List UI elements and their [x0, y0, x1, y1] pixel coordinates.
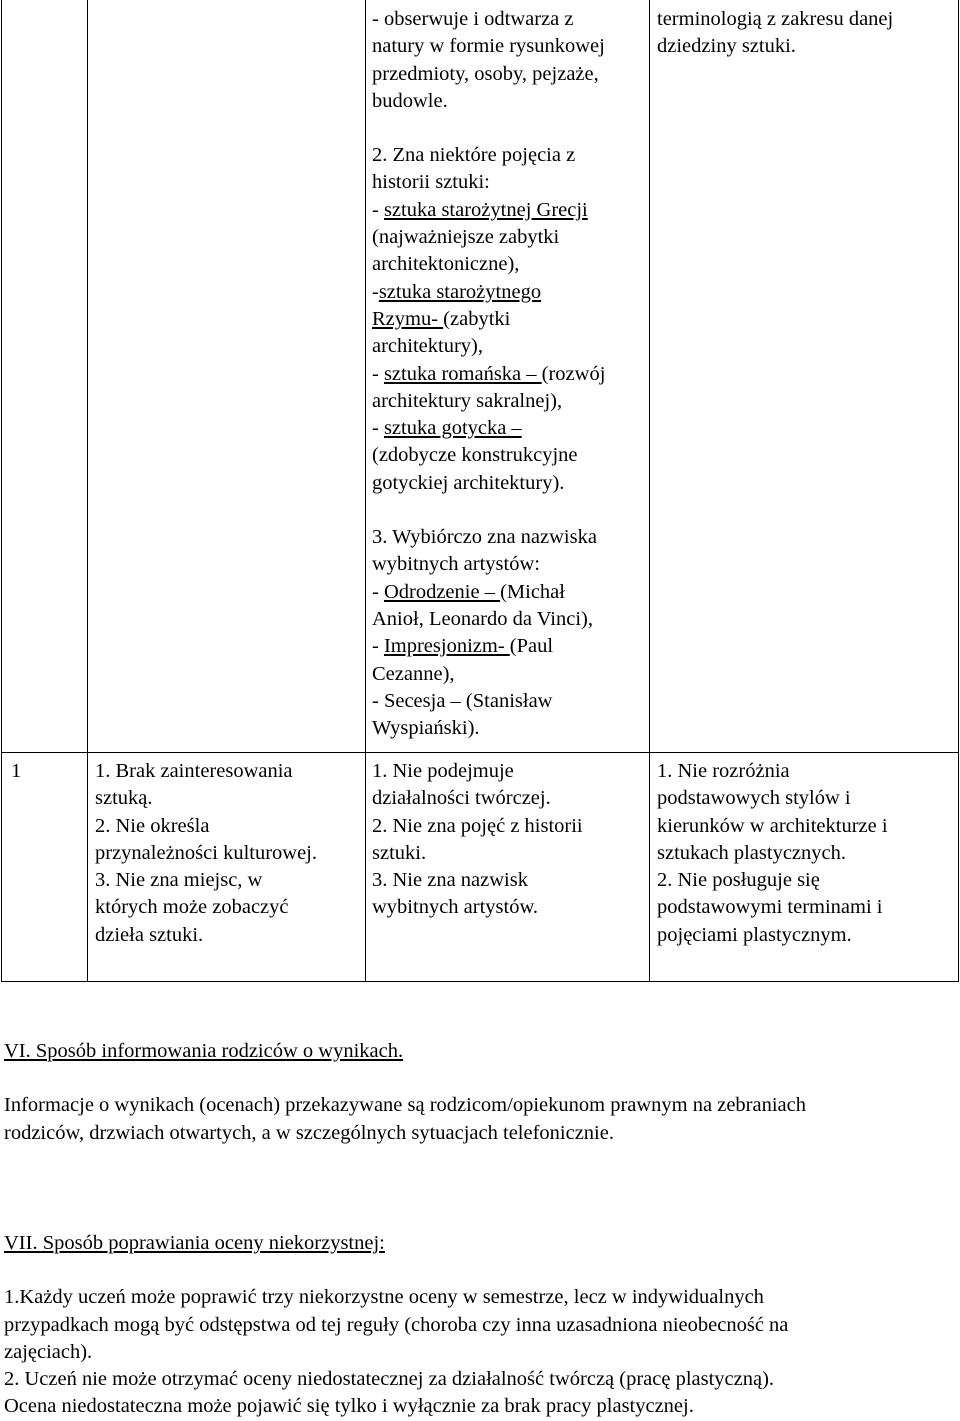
text-line: dzieła sztuki.	[95, 923, 204, 946]
text-line: kierunków w architekturze i	[657, 814, 888, 837]
text-line	[372, 306, 605, 333]
text-line: 3. Wybiórczo zna nazwiska	[372, 526, 597, 549]
text-run: (rozwój	[541, 362, 606, 385]
text-line: których może zobaczyć	[95, 896, 289, 919]
column-divider-1	[87, 0, 88, 982]
row2-col3-cell	[372, 758, 583, 922]
text-line: - obserwuje i odtwarza z	[372, 8, 574, 30]
paragraph-line: rodziców, drzwiach otwartych, a w szczególnych sytuacjach telefonicznie.	[4, 1121, 614, 1144]
underlined-term: sztuka gotycka –	[383, 417, 522, 440]
text-line: Wyspiański).	[372, 717, 480, 740]
text-line: architektury sakralnej),	[372, 389, 563, 412]
underlined-term: sztuka romańska –	[383, 362, 542, 385]
text-line: 3. Nie zna nazwisk	[372, 869, 528, 892]
text-line: działalności twórczej.	[372, 787, 551, 810]
text-line: przynależności kulturowej.	[95, 841, 318, 864]
text-line: sztukach plastycznych.	[657, 841, 846, 864]
text-line: 2. Zna niektóre pojęcia z	[372, 144, 576, 167]
grade-value: 1	[11, 760, 22, 782]
list-item-gothic	[372, 415, 605, 442]
section-vii	[4, 1230, 788, 1421]
text-line: 1. Nie podejmuje	[372, 760, 514, 782]
text-line: podstawowymi terminami i	[657, 896, 883, 919]
row2-col4-cell	[657, 758, 888, 949]
text-line: (najważniejsze zabytki	[372, 226, 560, 249]
list-item-greece	[372, 197, 605, 224]
table-border-bottom	[1, 981, 959, 982]
table-border-right	[958, 0, 959, 982]
text-line: 3. Nie zna miejsc, w	[95, 869, 263, 892]
table-border-left	[1, 0, 2, 982]
text-line: 2. Nie zna pojęć z historii	[372, 814, 583, 837]
list-item-romanesque	[372, 361, 605, 388]
text-line: terminologią z zakresu danej	[657, 8, 894, 30]
dash: -	[372, 198, 384, 221]
paragraph-line: przypadkach mogą być odstępstwa od tej reguły (choroba czy inna uzasadniona nieobecność na	[4, 1313, 789, 1336]
row-divider	[1, 752, 959, 753]
dash: -	[372, 362, 384, 385]
row1-col4-cell	[657, 6, 893, 61]
dash: -	[372, 635, 384, 658]
text-line: historii sztuki:	[372, 171, 490, 194]
paragraph-line: Informacje o wynikach (ocenach) przekazywane są rodzicom/opiekunom prawnym na zebraniach	[4, 1094, 806, 1117]
column-divider-3	[649, 0, 650, 982]
text-line: pojęciami plastycznym.	[657, 923, 852, 946]
dash: -	[372, 417, 384, 440]
grade-number	[11, 758, 21, 785]
text-line: architektury),	[372, 335, 483, 358]
text-line: 2. Nie określa	[95, 814, 210, 837]
underlined-term: sztuka starożytnej Grecji	[383, 198, 588, 221]
list-item-rome	[372, 279, 605, 306]
text-line: przedmioty, osoby, pejzaże,	[372, 62, 599, 85]
text-line: (zdobycze konstrukcyjne	[372, 444, 578, 467]
text-line: 1. Brak zainteresowania	[95, 760, 293, 782]
text-run: (zabytki	[443, 307, 511, 330]
text-line: architektoniczne),	[372, 253, 520, 276]
text-line: natury w formie rysunkowej	[372, 35, 605, 58]
underlined-term: Rzymu-	[372, 307, 444, 330]
text-line: dziedziny sztuki.	[657, 35, 796, 58]
section-vi-heading: VI. Sposób informowania rodziców o wynikach.	[4, 1040, 404, 1062]
text-line: 2. Nie posługuje się	[657, 869, 820, 892]
section-vi	[4, 1038, 806, 1147]
paragraph-line: zajęciach).	[4, 1340, 93, 1363]
row2-col2-cell	[95, 758, 317, 949]
text-run: (Paul	[509, 635, 554, 658]
paragraph-line: 1.Każdy uczeń może poprawić trzy niekorzystne oceny w semestrze, lecz w indywidualnych	[4, 1286, 764, 1309]
text-line: Cezanne),	[372, 662, 455, 685]
column-divider-2	[365, 0, 366, 982]
text-line: wybitnych artystów:	[372, 553, 540, 576]
paragraph-line: Ocena niedostateczna może pojawić się tylko i wyłącznie za brak pracy plastycznej.	[4, 1395, 694, 1418]
dash: -	[372, 580, 384, 603]
text-line: 1. Nie rozróżnia	[657, 760, 790, 782]
text-line: Anioł, Leonardo da Vinci),	[372, 607, 593, 630]
text-line: wybitnych artystów.	[372, 896, 539, 919]
list-item-impressionism	[372, 633, 605, 660]
text-run: (Michał	[500, 580, 565, 603]
underlined-term: Impresjonizm-	[383, 635, 510, 658]
dash: -	[372, 280, 379, 303]
underlined-term: sztuka starożytnego	[378, 280, 542, 303]
text-line: podstawowych stylów i	[657, 787, 851, 810]
underlined-term: Odrodzenie –	[383, 580, 501, 603]
section-vii-heading: VII. Sposób poprawiania oceny niekorzystnej:	[4, 1232, 385, 1254]
text-line: budowle.	[372, 89, 448, 112]
text-line: sztuką.	[95, 787, 153, 810]
text-line: gotyckiej architektury).	[372, 471, 565, 494]
text-line: - Secesja – (Stanisław	[372, 689, 553, 712]
paragraph-line: 2. Uczeń nie może otrzymać oceny niedostatecznej za działalność twórczą (pracę plastyczną).	[4, 1368, 775, 1391]
text-line: sztuki.	[372, 841, 427, 864]
row1-col3-cell	[372, 6, 605, 742]
list-item-renaissance	[372, 579, 605, 606]
